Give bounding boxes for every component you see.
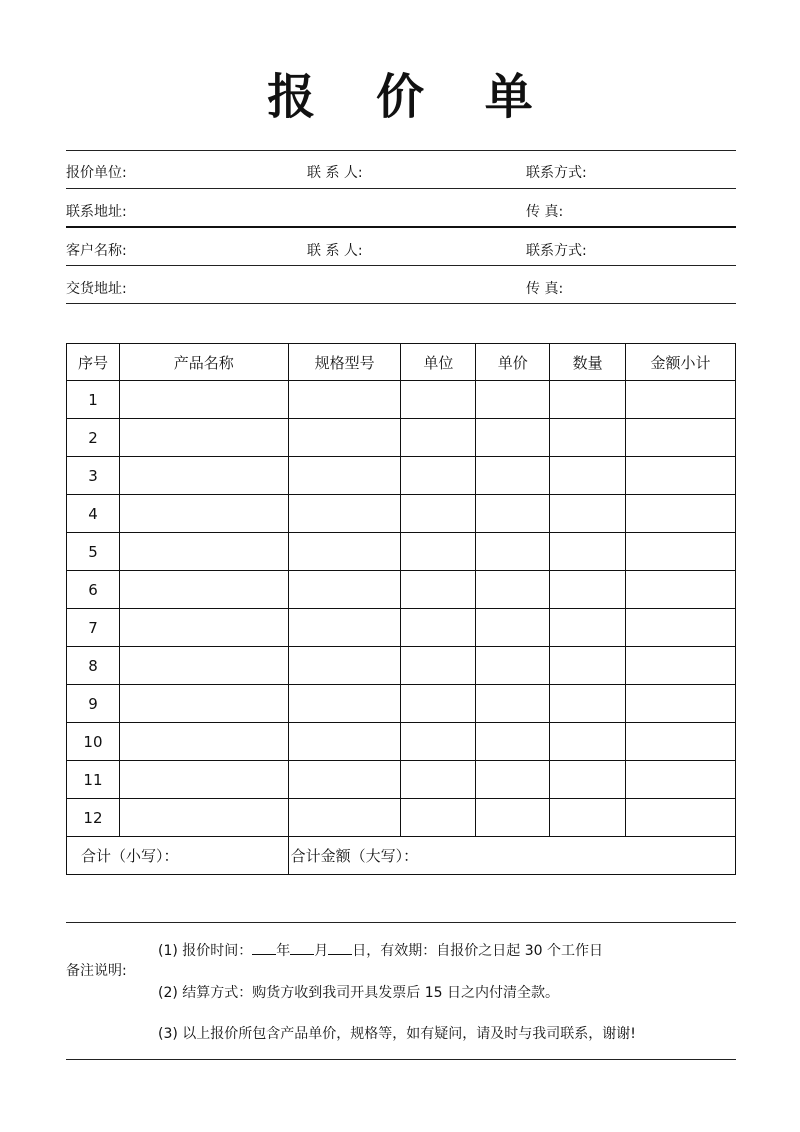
table-cell[interactable]: [550, 457, 626, 495]
table-cell[interactable]: [401, 609, 476, 647]
row-index: 9: [67, 685, 120, 723]
divider: [66, 922, 736, 923]
table-cell[interactable]: [119, 419, 288, 457]
note-1-year: 年: [276, 943, 291, 959]
table-row: [67, 685, 736, 723]
divider: [66, 303, 736, 304]
table-cell[interactable]: [626, 533, 736, 571]
table-cell[interactable]: [119, 533, 288, 571]
contact-method-label: 联系方式:: [526, 165, 587, 181]
row-index: 2: [67, 419, 120, 457]
table-cell[interactable]: [626, 723, 736, 761]
table-row: [67, 533, 736, 571]
table-row: [67, 419, 736, 457]
table-cell[interactable]: [288, 609, 401, 647]
row-index: 4: [67, 495, 120, 533]
row-index: 3: [67, 457, 120, 495]
table-cell[interactable]: [401, 647, 476, 685]
table-cell[interactable]: [626, 457, 736, 495]
note-3: (3) 以上报价所包含产品单价，规格等，如有疑问，请及时与我司联系，谢谢!: [158, 1026, 636, 1042]
table-cell[interactable]: [119, 609, 288, 647]
fax-label: 传 真:: [526, 204, 564, 220]
address-label: 联系地址:: [66, 204, 127, 220]
notes-label: 备注说明:: [66, 963, 127, 979]
note-2: (2) 结算方式：购货方收到我司开具发票后 15 日之内付清全款。: [158, 985, 559, 1001]
col-header-spec: 规格型号: [288, 344, 401, 381]
table-cell[interactable]: [401, 723, 476, 761]
items-table: [66, 343, 736, 875]
table-cell[interactable]: [550, 495, 626, 533]
table-cell[interactable]: [626, 419, 736, 457]
col-header-unit: 单位: [401, 344, 476, 381]
table-cell[interactable]: [119, 685, 288, 723]
table-cell[interactable]: [288, 381, 401, 419]
table-cell[interactable]: [288, 571, 401, 609]
table-header-row: [67, 344, 736, 381]
table-cell[interactable]: [401, 419, 476, 457]
table-cell[interactable]: [288, 457, 401, 495]
table-cell[interactable]: [476, 571, 550, 609]
table-cell[interactable]: [401, 799, 476, 837]
contact-label: 联 系 人:: [307, 165, 363, 181]
table-cell[interactable]: [476, 799, 550, 837]
table-cell[interactable]: [401, 685, 476, 723]
customer-fax-label: 传 真:: [526, 281, 564, 297]
row-index: 11: [67, 761, 120, 799]
table-cell[interactable]: [550, 419, 626, 457]
table-cell[interactable]: [550, 609, 626, 647]
table-cell[interactable]: [288, 799, 401, 837]
row-index: 8: [67, 647, 120, 685]
table-row: [67, 761, 736, 799]
table-cell[interactable]: [119, 495, 288, 533]
table-cell[interactable]: [401, 571, 476, 609]
total-big-label: 合计金额（大写）：: [288, 837, 735, 875]
table-cell[interactable]: [288, 685, 401, 723]
row-index: 1: [67, 381, 120, 419]
table-cell[interactable]: [550, 381, 626, 419]
table-cell[interactable]: [626, 571, 736, 609]
table-row: [67, 495, 736, 533]
customer-name-label: 客户名称:: [66, 243, 127, 259]
divider: [66, 150, 736, 151]
table-cell[interactable]: [550, 647, 626, 685]
table-cell[interactable]: [476, 609, 550, 647]
table-cell[interactable]: [401, 761, 476, 799]
table-cell[interactable]: [476, 419, 550, 457]
table-row: [67, 381, 736, 419]
table-row: [67, 723, 736, 761]
note-1-prefix: (1) 报价时间：: [158, 943, 253, 959]
col-header-price: 单价: [476, 344, 550, 381]
quote-unit-label: 报价单位:: [66, 165, 127, 181]
total-small-label: 合计（小写）：: [67, 837, 289, 875]
table-cell[interactable]: [626, 495, 736, 533]
note-1-month: 月: [314, 943, 329, 959]
table-cell[interactable]: [476, 533, 550, 571]
delivery-address-label: 交货地址:: [66, 281, 127, 297]
table-cell[interactable]: [476, 457, 550, 495]
row-index: 12: [67, 799, 120, 837]
table-row: [67, 647, 736, 685]
table-cell[interactable]: [119, 457, 288, 495]
year-blank[interactable]: [252, 940, 276, 955]
divider: [66, 188, 736, 189]
table-cell[interactable]: [288, 761, 401, 799]
col-header-qty: 数量: [550, 344, 626, 381]
table-cell[interactable]: [119, 571, 288, 609]
row-index: 7: [67, 609, 120, 647]
table-cell[interactable]: [550, 761, 626, 799]
table-cell[interactable]: [626, 685, 736, 723]
row-index: 5: [67, 533, 120, 571]
table-cell[interactable]: [626, 647, 736, 685]
note-1: [158, 940, 603, 961]
divider: [66, 265, 736, 266]
month-blank[interactable]: [290, 940, 314, 955]
table-cell[interactable]: [288, 723, 401, 761]
table-cell[interactable]: [401, 457, 476, 495]
table-row: [67, 799, 736, 837]
table-cell[interactable]: [626, 799, 736, 837]
table-cell[interactable]: [550, 685, 626, 723]
col-header-subtotal: 金额小计: [626, 344, 736, 381]
note-1-rest: 日，有效期：自报价之日起 30 个工作日: [352, 943, 603, 959]
table-cell[interactable]: [119, 647, 288, 685]
table-cell[interactable]: [550, 799, 626, 837]
table-cell[interactable]: [288, 647, 401, 685]
table-cell[interactable]: [119, 723, 288, 761]
col-header-product: 产品名称: [119, 344, 288, 381]
table-cell[interactable]: [288, 495, 401, 533]
table-cell[interactable]: [550, 571, 626, 609]
table-cell[interactable]: [476, 685, 550, 723]
row-index: 10: [67, 723, 120, 761]
total-row: [67, 837, 736, 875]
row-index: 6: [67, 571, 120, 609]
col-header-index: 序号: [67, 344, 120, 381]
table-cell[interactable]: [119, 381, 288, 419]
table-cell[interactable]: [476, 723, 550, 761]
table-cell[interactable]: [626, 761, 736, 799]
day-blank[interactable]: [328, 940, 352, 955]
divider: [66, 1059, 736, 1060]
table-cell[interactable]: [476, 381, 550, 419]
table-cell[interactable]: [119, 761, 288, 799]
table-cell[interactable]: [476, 761, 550, 799]
table-cell[interactable]: [401, 533, 476, 571]
table-cell[interactable]: [476, 647, 550, 685]
customer-contact-label: 联 系 人:: [307, 243, 363, 259]
table-cell[interactable]: [401, 495, 476, 533]
table-row: [67, 571, 736, 609]
table-cell[interactable]: [119, 799, 288, 837]
table-cell[interactable]: [626, 381, 736, 419]
table-cell[interactable]: [288, 533, 401, 571]
table-cell[interactable]: [550, 723, 626, 761]
page-title: 报 价 单: [267, 69, 555, 125]
divider: [66, 226, 736, 228]
table-row: [67, 457, 736, 495]
table-cell[interactable]: [476, 495, 550, 533]
customer-contact-method-label: 联系方式:: [526, 243, 587, 259]
table-cell[interactable]: [401, 381, 476, 419]
table-cell[interactable]: [550, 533, 626, 571]
table-row: [67, 609, 736, 647]
table-cell[interactable]: [288, 419, 401, 457]
table-cell[interactable]: [626, 609, 736, 647]
